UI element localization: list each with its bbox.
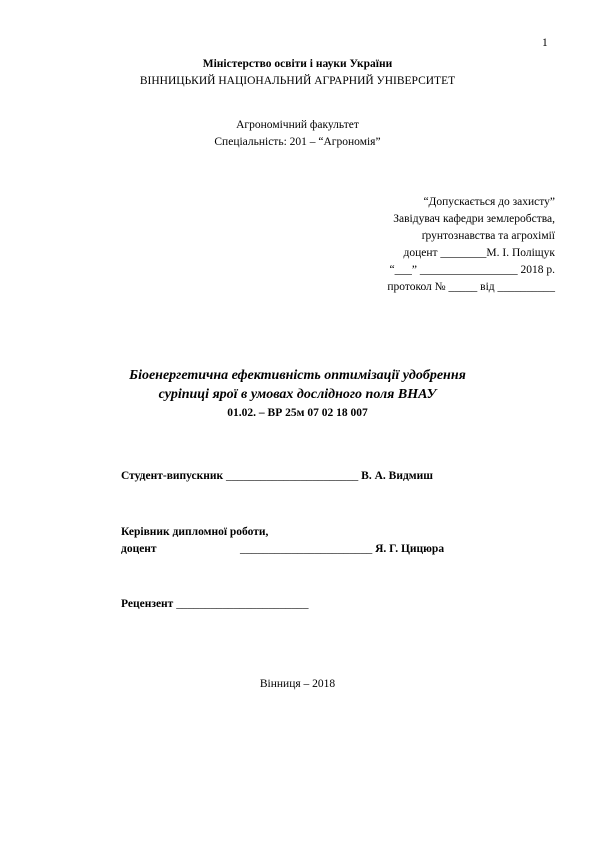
approval-line-3: ґрунтознавства та агрохімії (421, 230, 555, 242)
approval-line-1: “Допускається до захисту” (423, 196, 555, 208)
thesis-title-line-2: суріпиці ярої в умовах дослідного поля ВНАУ (158, 387, 437, 402)
student-name: В. А. Видмиш (361, 470, 433, 482)
student-label: Студент-випускник (121, 470, 224, 482)
reviewer-signature-line: _______________________ (176, 598, 309, 610)
thesis-code: 01.02. – ВР 25м 07 02 18 007 (227, 407, 368, 419)
faculty-name: Агрономічний факультет (236, 119, 359, 131)
university-name: ВІННИЦЬКИЙ НАЦІОНАЛЬНИЙ АГРАРНИЙ УНІВЕРСИТЕТ (139, 75, 456, 87)
reviewer-label: Рецензент (121, 598, 174, 610)
student-signature-row (121, 471, 433, 483)
reviewer-row (121, 599, 308, 611)
supervisor-label: Керівник дипломної роботи, (121, 526, 269, 538)
approval-line-5: “___” _________________ 2018 р. (389, 264, 555, 276)
thesis-title-line-1: Біоенергетична ефективність оптимізації удобрення (129, 368, 466, 383)
approval-line-4: доцент ________М. І. Поліщук (403, 247, 555, 259)
supervisor-signature-row (240, 544, 444, 556)
supervisor-signature-line: _______________________ (240, 543, 373, 555)
supervisor-title: доцент (121, 543, 157, 555)
approval-line-2: Завідувач кафедри землеробства, (393, 213, 555, 225)
page-number: 1 (542, 37, 548, 49)
city-year: Вінниця – 2018 (259, 678, 336, 690)
supervisor-name: Я. Г. Цицюра (375, 543, 445, 555)
specialty: Спеціальність: 201 – “Агрономія” (214, 136, 381, 148)
approval-line-6: протокол № _____ від __________ (387, 281, 555, 293)
ministry-name: Міністерство освіти і науки України (202, 58, 393, 70)
student-signature-line: _______________________ (226, 470, 359, 482)
